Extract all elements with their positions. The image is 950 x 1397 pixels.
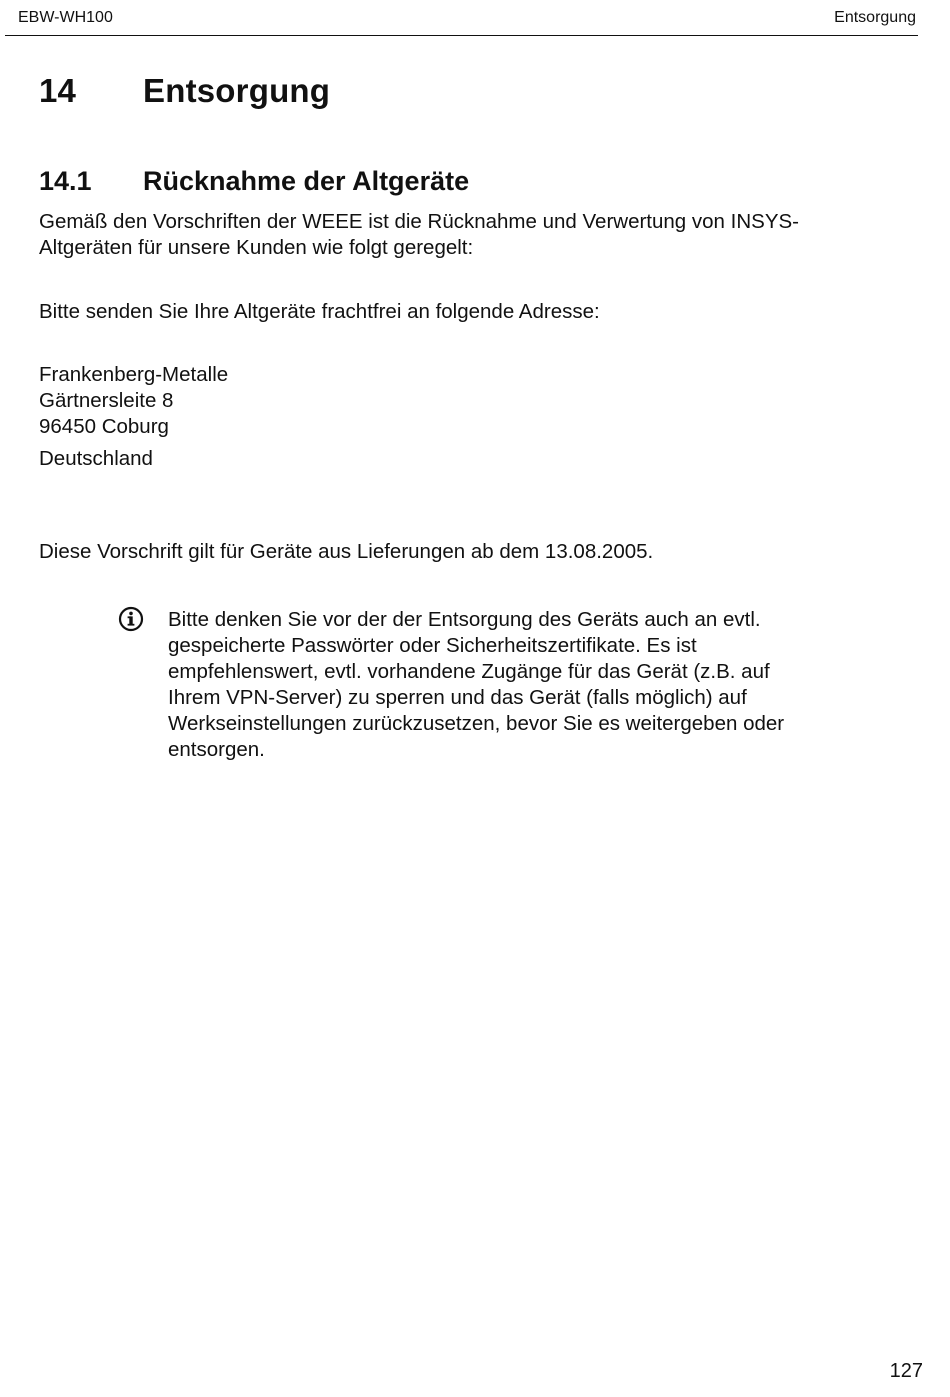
intro-line: Gemäß den Vorschriften der WEEE ist die Rücknahme und Verwertung von INSYS- xyxy=(39,210,799,233)
note-line: empfehlenswert, evtl. vorhandene Zugänge für das Gerät (z.B. auf xyxy=(168,660,770,683)
send-instruction xyxy=(39,299,899,325)
note-line: entsorgen. xyxy=(168,738,265,761)
validity-paragraph xyxy=(39,539,899,565)
address-block xyxy=(39,362,899,472)
header-divider xyxy=(5,35,918,36)
validity-text: Diese Vorschrift gilt für Geräte aus Lieferungen ab dem 13.08.2005. xyxy=(39,540,654,563)
address-street: Gärtnersleite 8 xyxy=(39,389,174,412)
section-title: Rücknahme der Altgeräte xyxy=(143,166,470,196)
intro-line: Altgeräten für unsere Kunden wie folgt geregelt: xyxy=(39,236,474,259)
intro-paragraph xyxy=(39,209,899,261)
address-city: 96450 Coburg xyxy=(39,415,169,438)
note-line: Bitte denken Sie vor der der Entsorgung des Geräts auch an evtl. xyxy=(168,608,761,631)
header-chapter-name: Entsorgung xyxy=(834,9,916,26)
chapter-title: Entsorgung xyxy=(143,72,331,109)
note-line: Werkseinstellungen zurückzusetzen, bevor Sie es weitergeben oder xyxy=(168,712,785,735)
note-line: Ihrem VPN-Server) zu sperren und das Gerät (falls möglich) auf xyxy=(168,686,747,709)
note-text xyxy=(168,607,868,763)
note-line: gespeicherte Passwörter oder Sicherheitszertifikate. Es ist xyxy=(168,634,697,657)
send-instruction-text: Bitte senden Sie Ihre Altgeräte frachtfrei an folgende Adresse: xyxy=(39,300,600,323)
address-country: Deutschland xyxy=(39,447,153,470)
info-icon xyxy=(118,606,144,632)
section-number: 14.1 xyxy=(39,166,92,196)
page-number: 127 xyxy=(889,1360,923,1382)
page-header xyxy=(14,8,918,28)
address-company: Frankenberg-Metalle xyxy=(39,363,229,386)
chapter-number: 14 xyxy=(39,72,77,109)
header-document-name: EBW-WH100 xyxy=(18,9,113,26)
